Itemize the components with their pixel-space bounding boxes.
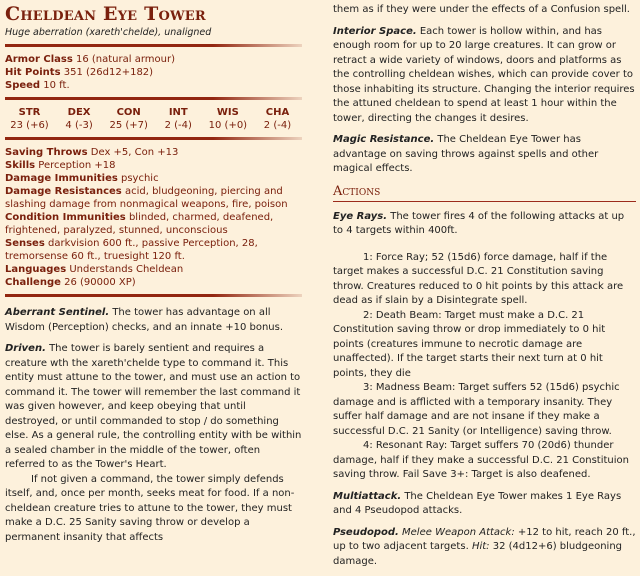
eye-ray-3: 3: Madness Beam: Target suffers 52 (15d6) psychic damage and is afflicted with a temporary insanity. They suffer half damage and are not insane if they make a successful D.C. 21 Sanity (or Intelligence) saving throw. bbox=[333, 382, 620, 437]
trait-interior-space: Interior Space. Each tower is hollow within, and has enough room for up to 20 large creatures. It can grow or retract a wide variety of windows, doors and platforms as the controlling cheldean wishes, which can provide cover to those inhabiting its structure. Changing the interior requires the attuned cheldean to spend at least 1 hour within the tower, directing the changes it desires. bbox=[333, 25, 635, 124]
speed: Speed 10 ft. bbox=[5, 80, 70, 91]
trait-driven: Driven. The tower is barely sentient and requires a creature wth the xareth'chelde type to command it. This entity must attune to the tower, and must use an action to command it. The tower will remember the last command it was given however, and keep obeying that until destroyed, or until commanded to stop / do something else. As a general rule, the controlling entity with be within a sealed chamber in the middle of the tower, often referred to as the Tower's Heart. bbox=[5, 343, 302, 470]
divider bbox=[5, 294, 302, 297]
right-column bbox=[333, 0, 636, 576]
hit-points: Hit Points 351 (26d12+182) bbox=[5, 67, 154, 78]
eye-ray-2: 2: Death Beam: Target must make a D.C. 21 Constitution saving throw or drop immediately to 0 hit points (creatures immune to necrotic damage are unaffected). If the target starts their next turn at 0 hit points, they die bbox=[333, 309, 606, 379]
eye-ray-4: 4: Resonant Ray: Target suffers 70 (20d6) thunder damage, half if they make a successful D.C. 21 Constituion saving throw. Fail Save 3+: Target is also deafened. bbox=[333, 440, 629, 480]
skills: Skills Perception +18 bbox=[5, 160, 116, 171]
ability-scores bbox=[5, 106, 302, 132]
monster-name: Cheldean Eye Tower bbox=[5, 3, 206, 25]
divider bbox=[5, 44, 302, 47]
action-pseudopod: Pseudopod. Melee Weapon Attack: +12 to hit, reach 20 ft., up to two adjacent targets. Hit: 32 (4d12+6) bludgeoning damage. bbox=[333, 526, 636, 567]
damage-immunities: Damage Immunities psychic bbox=[5, 173, 159, 184]
eye-ray-1: 1: Force Ray; 52 (15d6) force damage, half if the target makes a successful D.C. 21 Constitution saving throw. Creatures reduced to 0 hit points by this attack are dead as if slain by a Disintegrate spell. bbox=[333, 251, 624, 306]
challenge: Challenge 26 (90000 XP) bbox=[5, 277, 136, 288]
action-eye-rays: Eye Rays. The tower fires 4 of the following attacks at up to 4 targets within 400ft. bbox=[333, 210, 625, 236]
damage-resistances: Damage Resistances acid, bludgeoning, piercing and slashing damage from nonmagical weapons, fire, poison bbox=[5, 186, 288, 210]
armor-class: Armor Class 16 (natural armour) bbox=[5, 54, 175, 65]
condition-immunities: Condition Immunities blinded, charmed, deafened, frightened, paralyzed, stunned, unconscious bbox=[5, 212, 274, 236]
ability-dex: DEX 4 (-3) bbox=[65, 107, 93, 131]
ability-int: INT 2 (-4) bbox=[164, 107, 192, 131]
trait-driven-cont: If not given a command, the tower simply defends itself, and, once per month, seeks meat for food. If a non-cheldean creature tries to attune to the tower, they must make a D.C. 25 Sanity saving throw or develop a permanent insanity that affects bbox=[5, 473, 295, 543]
ability-con: CON 25 (+7) bbox=[109, 107, 148, 131]
action-multiattack: Multiattack. The Cheldean Eye Tower makes 1 Eye Rays and 4 Pseudopod attacks. bbox=[333, 490, 622, 516]
divider bbox=[5, 97, 302, 100]
divider bbox=[5, 137, 302, 140]
ability-str: STR 23 (+6) bbox=[10, 107, 49, 131]
ability-wis: WIS 10 (+0) bbox=[208, 107, 248, 131]
actions-header: Actions bbox=[333, 184, 636, 202]
senses: Senses darkvision 600 ft., passive Perception, 28, tremorsense 60 ft., truesight 120 ft. bbox=[5, 238, 258, 262]
saving-throws: Saving Throws Dex +5, Con +13 bbox=[5, 147, 179, 158]
trait-driven-end: them as if they were under the effects of a Confusion spell. bbox=[333, 4, 630, 15]
languages: Languages Understands Cheldean bbox=[5, 264, 184, 275]
monster-type: Huge aberration (xareth'chelde), unaligned bbox=[5, 27, 212, 38]
ability-cha: CHA 2 (-4) bbox=[263, 107, 292, 131]
trait-magic-resistance: Magic Resistance. The Cheldean Eye Tower has advantage on saving throws against spells and other magical effects. bbox=[333, 134, 599, 174]
trait-aberrant-sentinel: Aberrant Sentinel. The tower has advantage on all Wisdom (Perception) checks, and an innate +10 bonus. bbox=[5, 307, 284, 333]
left-column bbox=[5, 0, 302, 552]
